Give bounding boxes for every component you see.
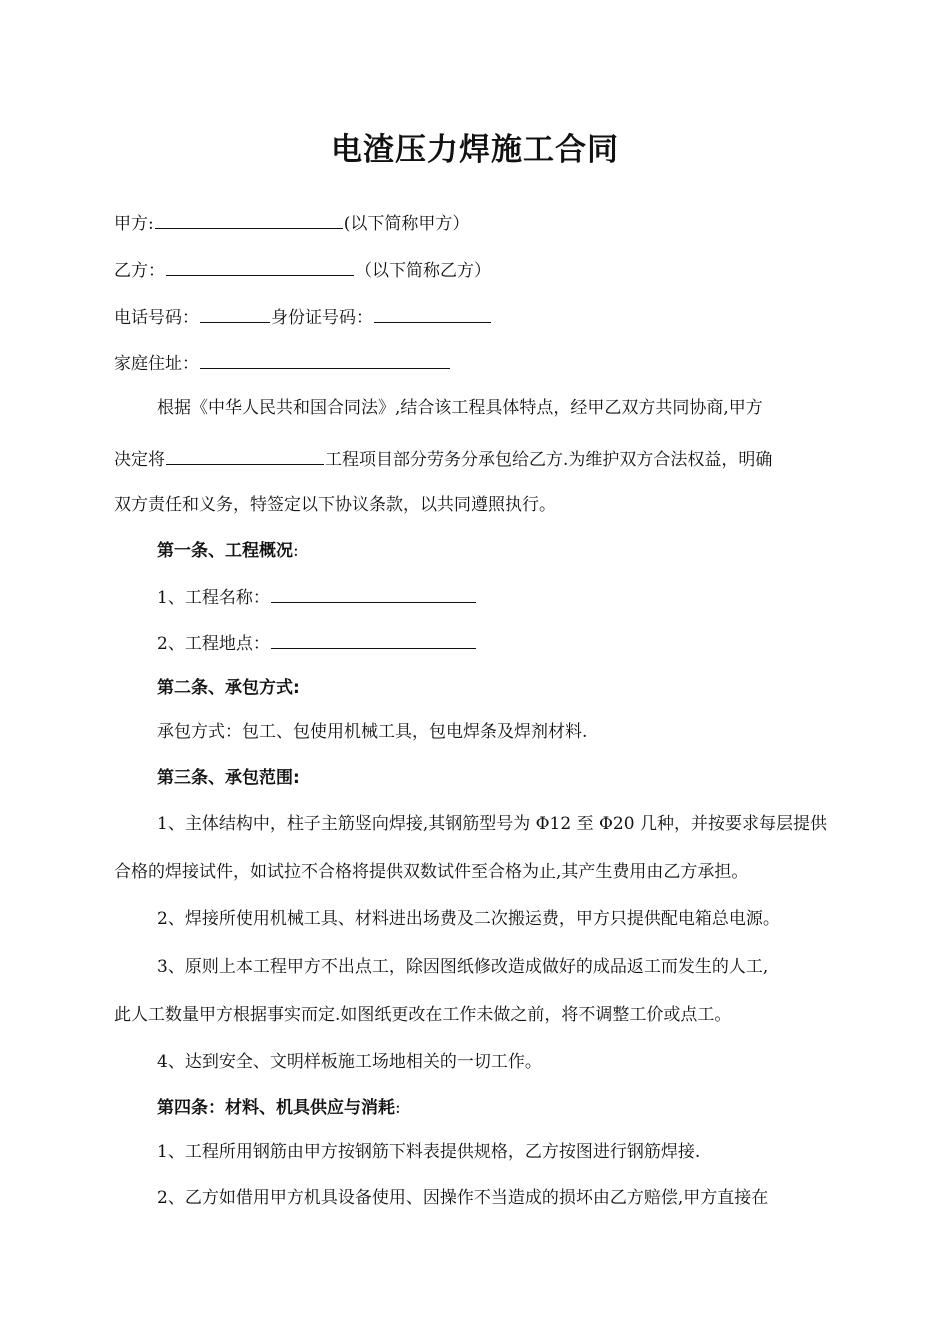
- article-3-heading: 第三条、承包范围:: [157, 768, 300, 788]
- article-4-heading-colon: :: [395, 1098, 401, 1118]
- article-1-heading-colon: :: [293, 541, 299, 561]
- party-b-blank: [166, 255, 354, 276]
- article-3-item-3-line-1: 3、原则上本工程甲方不出点工，除因图纸修改造成做好的成品返工而发生的人工,: [157, 957, 769, 977]
- party-a-label: 甲方:: [114, 214, 154, 234]
- phone-label: 电话号码：: [114, 308, 199, 328]
- article-1-item-2: [157, 628, 477, 657]
- intro-line-2-suffix: 工程项目部分劳务分承包给乙方.为维护双方合法权益，明确: [325, 450, 773, 470]
- intro-line-3: 双方责任和义务，特签定以下协议条款，以共同遵照执行。: [114, 495, 556, 515]
- project-location-blank: [271, 628, 476, 649]
- phone-blank: [200, 302, 270, 323]
- contact-line: [114, 302, 492, 331]
- article-1-heading: 第一条、工程概况: [157, 541, 293, 561]
- address-label: 家庭住址：: [114, 354, 199, 374]
- article-3-item-4: 4、达到安全、文明样板施工场地相关的一切工作。: [157, 1052, 542, 1072]
- article-3-item-1-line-2: 合格的焊接试件，如试拉不合格将提供双数试件至合格为止,其产生费用由乙方承担。: [114, 862, 749, 882]
- article-4-heading-line: [157, 1095, 401, 1121]
- project-location-label: 2、工程地点：: [157, 634, 270, 654]
- article-3-item-3-line-2: 此人工数量甲方根据事实而定.如图纸更改在工作未做之前，将不调整工价或点工。: [114, 1005, 732, 1025]
- id-blank: [374, 302, 491, 323]
- article-3-item-1-line-1: 1、主体结构中，柱子主筋竖向焊接,其钢筋型号为 Φ12 至 Φ20 几种，并按要求每层提供: [157, 814, 827, 834]
- address-line: [114, 348, 451, 377]
- article-1-heading-line: [157, 538, 299, 564]
- party-a-suffix: (以下简称甲方）: [343, 214, 470, 234]
- project-blank: [166, 444, 324, 465]
- article-2-text: 承包方式：包工、包使用机械工具，包电焊条及焊剂材料.: [157, 722, 588, 742]
- article-2-heading: 第二条、承包方式:: [157, 678, 300, 698]
- intro-line-2-prefix: 决定将: [114, 450, 165, 470]
- article-4-heading: 第四条：材料、机具供应与消耗: [157, 1098, 395, 1118]
- party-b-line: [114, 255, 491, 284]
- party-b-suffix: （以下简称乙方）: [355, 261, 491, 281]
- document-title: 电渣压力焊施工合同: [331, 132, 619, 168]
- project-name-label: 1、工程名称：: [157, 588, 270, 608]
- address-blank: [200, 348, 450, 369]
- article-4-item-1: 1、工程所用钢筋由甲方按钢筋下料表提供规格，乙方按图进行钢筋焊接.: [157, 1142, 701, 1162]
- article-3-item-2: 2、焊接所使用机械工具、材料进出场费及二次搬运费，甲方只提供配电箱总电源。: [157, 909, 780, 929]
- party-a-blank: [155, 208, 343, 229]
- article-1-item-1: [157, 582, 477, 611]
- intro-line-2: [114, 444, 772, 473]
- party-a-line: [114, 208, 469, 237]
- article-4-item-2: 2、乙方如借用甲方机具设备使用、因操作不当造成的损坏由乙方赔偿,甲方直接在: [157, 1188, 769, 1208]
- party-b-label: 乙方：: [114, 261, 165, 281]
- project-name-blank: [271, 582, 476, 603]
- id-label: 身份证号码：: [271, 308, 373, 328]
- intro-line-1: 根据《中华人民共和国合同法》,结合该工程具体特点，经甲乙双方共同协商,甲方: [157, 398, 763, 418]
